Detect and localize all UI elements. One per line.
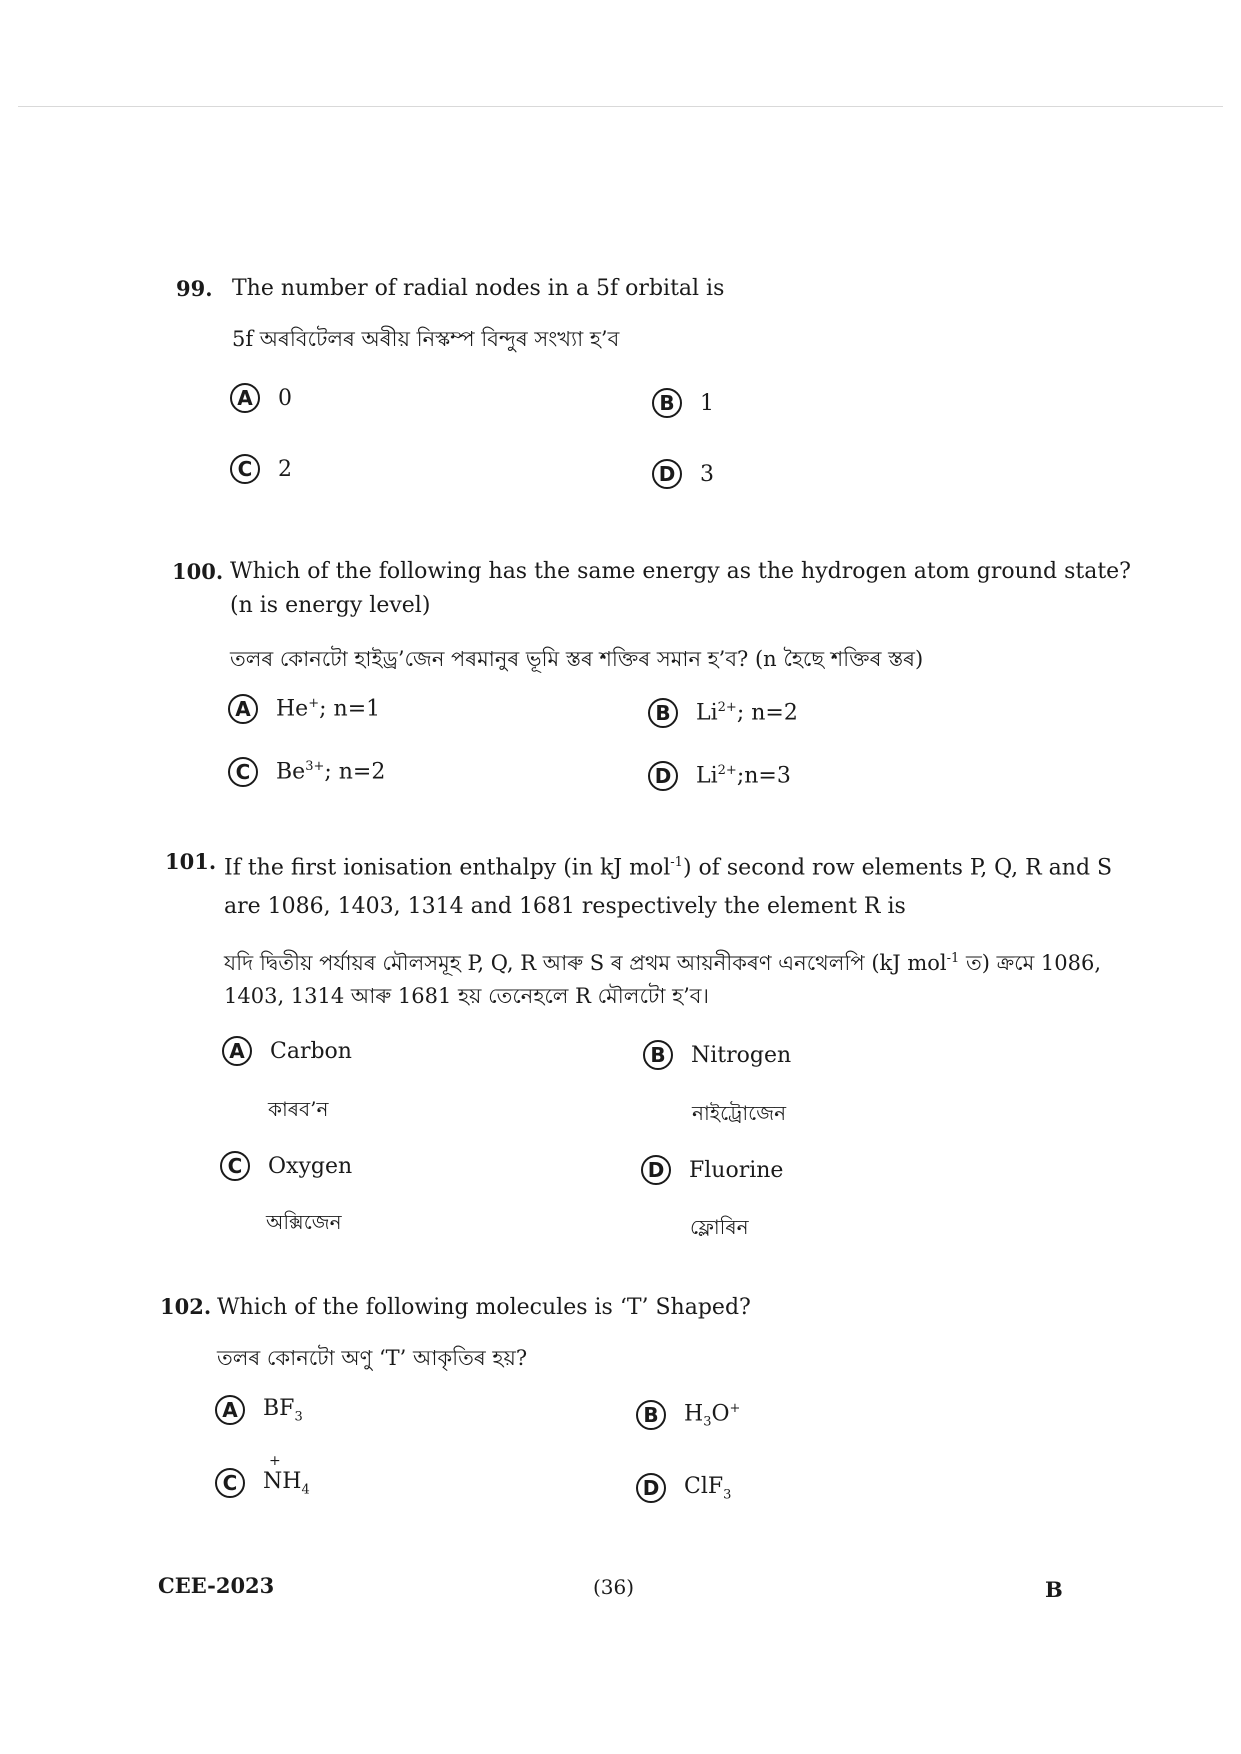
option-c[interactable]: [220, 1151, 352, 1181]
option-letter: C: [215, 1468, 245, 1498]
option-letter: A: [222, 1036, 252, 1066]
option-d-assamese: ফ্লোৰিন: [690, 1215, 749, 1239]
option-text: $Li^{2+};n=3$: [696, 763, 791, 789]
question-text-line2: are 1086, 1403, 1314 and 1681 respectively the element R is: [224, 894, 906, 919]
question-text-assamese: তলৰ কোনটো হাইড্ৰ’জেন পৰমানুৰ ভূমি স্তৰ শক্তিৰ সমান হ’ব? (n হৈছে শক্তিৰ স্তৰ): [230, 647, 924, 671]
option-letter: A: [230, 383, 260, 413]
option-letter: D: [636, 1473, 666, 1503]
option-letter: C: [228, 757, 258, 787]
question-text-assamese: 5f অৰবিটেলৰ অৰীয় নিস্কম্প বিন্দুৰ সংখ্যা হ’ব: [232, 327, 620, 351]
footer-exam-code: CEE-2023: [158, 1573, 275, 1598]
option-text: Carbon: [270, 1038, 352, 1064]
option-a[interactable]: [222, 1036, 352, 1066]
option-b[interactable]: [643, 1040, 791, 1070]
option-text: $BF_3$: [263, 1395, 303, 1425]
option-a[interactable]: [230, 383, 292, 413]
option-letter: B: [648, 698, 678, 728]
option-b[interactable]: [636, 1400, 740, 1430]
option-text: ClF$_3$: [684, 1473, 732, 1503]
option-text: $Li^{2+}$; n=2: [696, 700, 798, 726]
option-letter: D: [648, 761, 678, 791]
option-letter: B: [652, 388, 682, 418]
option-text: Fluorine: [689, 1157, 784, 1183]
question-text-assamese-line2: 1403, 1314 আৰু 1681 হয় তেনেহলে R মৌলটো হ’ব।: [224, 984, 710, 1008]
option-letter: C: [220, 1151, 250, 1181]
option-letter: B: [643, 1040, 673, 1070]
option-text: 1: [700, 390, 714, 416]
option-d[interactable]: [641, 1155, 783, 1185]
option-letter: B: [636, 1400, 666, 1430]
option-text: 0: [278, 385, 292, 411]
option-text: Oxygen: [268, 1153, 353, 1179]
question-number: 100.: [172, 559, 224, 584]
option-text: He+; n=1: [276, 696, 381, 722]
question-text-line1: If the first ionisation enthalpy (in kJ mol$^{-1}$) of second row elements P, Q, R and S: [224, 855, 1113, 881]
option-d[interactable]: [648, 761, 791, 791]
option-c[interactable]: [228, 757, 385, 787]
option-letter: A: [228, 694, 258, 724]
option-c-assamese: অক্সিজেন: [266, 1210, 342, 1234]
question-text-assamese: তলৰ কোনটো অণু ‘T’ আকৃতিৰ হয়?: [217, 1346, 528, 1370]
option-b[interactable]: [648, 698, 798, 728]
option-text: 2: [278, 456, 292, 482]
footer-booklet-series: B: [1045, 1577, 1063, 1602]
question-text: The number of radial nodes in a 5f orbital is: [232, 276, 725, 301]
option-text: + $NH_4$: [263, 1452, 310, 1498]
option-text: Nitrogen: [691, 1042, 792, 1068]
question-number: 99.: [176, 276, 213, 301]
option-letter: D: [641, 1155, 671, 1185]
option-letter: C: [230, 454, 260, 484]
option-text: $Be^{3+}$; n=2: [276, 759, 386, 785]
option-b-assamese: নাইট্ৰোজেন: [692, 1101, 787, 1125]
option-c[interactable]: [215, 1452, 310, 1498]
option-text: $H_3O^+$: [684, 1400, 741, 1430]
option-letter: A: [215, 1395, 245, 1425]
option-c[interactable]: [230, 454, 292, 484]
option-d[interactable]: [636, 1473, 731, 1503]
charge-plus: +: [269, 1452, 281, 1469]
option-a-assamese: কাৰব’ন: [268, 1097, 329, 1121]
question-text-assamese-line1: যদি দ্বিতীয় পৰ্যায়ৰ মৌলসমূহ P, Q, R আৰু S ৰ প্ৰথম আয়নীকৰণ এনথেলপি (kJ mol$^{-1}$ ত) ক্ৰমে 1086,: [224, 951, 1102, 975]
option-d[interactable]: [652, 459, 714, 489]
question-number: 101.: [165, 849, 217, 874]
option-a[interactable]: [215, 1395, 303, 1425]
option-b[interactable]: [652, 388, 714, 418]
option-letter: D: [652, 459, 682, 489]
footer-page-number: (36): [593, 1575, 635, 1599]
question-number: 102.: [160, 1294, 212, 1319]
option-text: 3: [700, 461, 714, 487]
question-text: Which of the following molecules is ‘T’ Shaped?: [217, 1295, 751, 1320]
top-rule: [18, 106, 1223, 107]
question-text-line1: Which of the following has the same energy as the hydrogen atom ground state?: [230, 559, 1131, 584]
question-text-line2: (n is energy level): [230, 593, 431, 618]
option-a[interactable]: [228, 694, 380, 724]
